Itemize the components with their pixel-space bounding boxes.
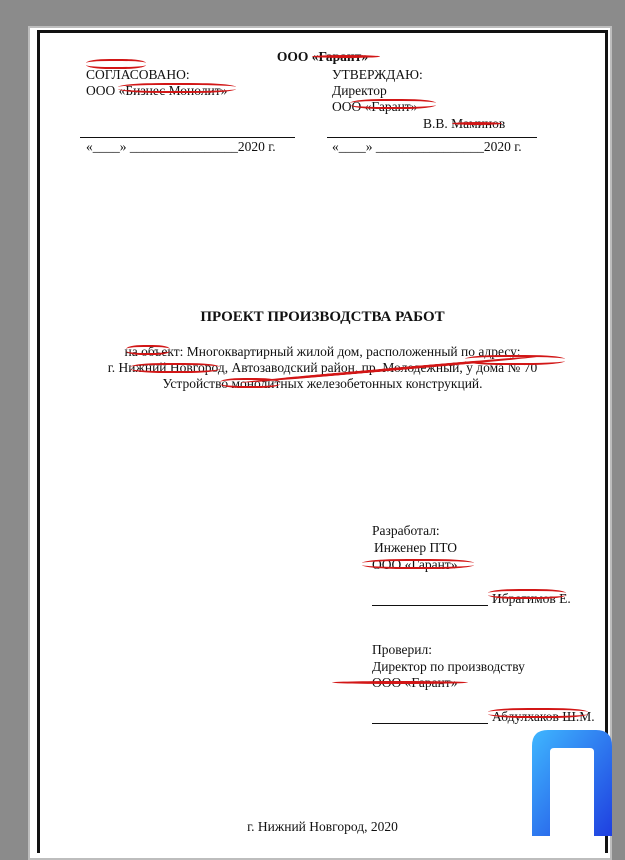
signature-line [80,137,295,138]
redaction-mark [332,681,468,684]
redaction-mark [312,55,380,58]
redaction-mark [126,345,170,355]
checked-label: Проверил: [372,642,432,657]
approval-left-label: СОГЛАСОВАНО: [86,67,190,82]
redaction-mark [488,708,588,718]
approval-right-org: ООО «Гарант» [332,99,418,114]
checked-position: Директор по производству [372,659,525,674]
document-frame [37,30,608,853]
approval-right-name: В.В. Маминов [423,116,506,131]
redaction-mark [220,378,280,388]
developed-position: Инженер ПТО [374,540,458,555]
developed-label: Разработал: [372,523,440,538]
checked-org: ООО «Гарант» [372,675,458,690]
footer-city-year: г. Нижний Новгород, 2020 [247,819,398,834]
subtitle-line2: г. Нижний Новгород, Автозаводский район, пр. Молодежный, у дома № 70 [107,360,538,375]
redaction-mark [452,122,502,125]
approval-right-label: УТВЕРЖДАЮ: [332,67,423,82]
approval-left-org: ООО «Бизнес Монолит» [86,83,228,98]
developed-name: Ибрагимов Е. [492,591,571,606]
developed-org: ООО «Гарант» [372,557,458,572]
redaction-mark [118,83,236,93]
subtitle-line3: Устройство монолитных железобетонных конструкций. [162,376,483,391]
signature-line [372,605,488,606]
redaction-mark [86,59,146,69]
header-org: ООО «Гарант» [276,49,369,64]
checked-name: Абдулхаков Ш.М. [492,709,595,724]
approval-right-date: «____» ________________2020 г. [332,139,522,154]
brand-logo-icon [528,726,616,836]
redaction-mark [362,559,474,569]
subtitle-line1: на объект: Многоквартирный жилой дом, расположенный по адресу: [124,344,521,359]
document-title: ПРОЕКТ ПРОИЗВОДСТВА РАБОТ [200,309,445,325]
signature-line [372,723,488,724]
approval-left-date: «____» ________________2020 г. [86,139,276,154]
redaction-mark [465,355,565,365]
signature-line [327,137,537,138]
approval-right-position: Директор [332,83,387,98]
redaction-mark [488,589,566,599]
redaction-mark [130,363,220,373]
redaction-mark [350,99,436,109]
